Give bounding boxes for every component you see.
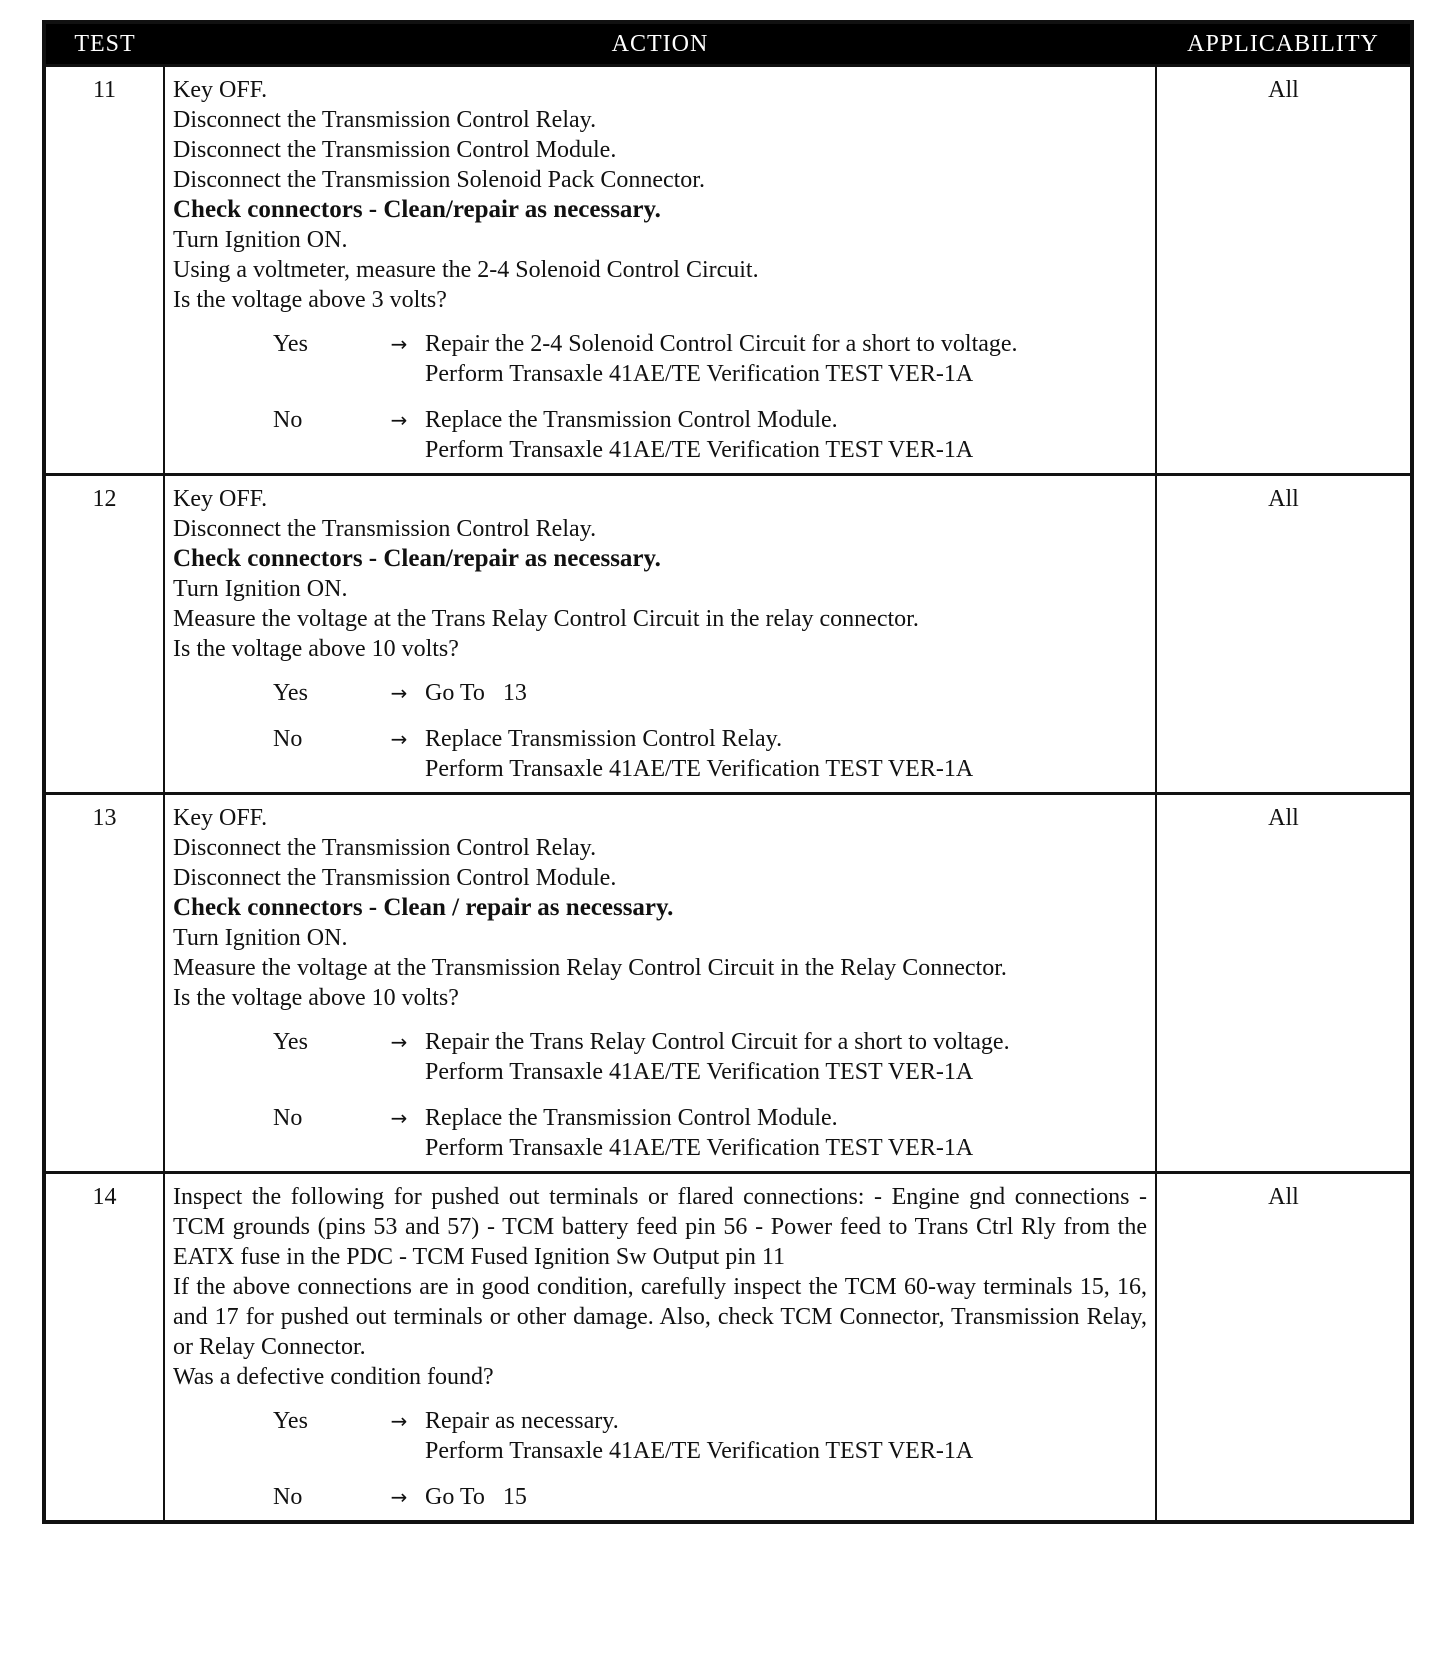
outcome-yes [173, 1406, 1147, 1466]
outcome-yes [173, 678, 1147, 708]
action-step: Is the voltage above 10 volts? [173, 985, 459, 1011]
outcome-result-line: Perform Transaxle 41AE/TE Verification TEST VER-1A [425, 1135, 974, 1161]
action-step: Turn Ignition ON. [173, 227, 348, 253]
action-step: Disconnect the Transmission Control Module. [173, 865, 617, 891]
applicability-value: All [1156, 66, 1412, 475]
action-step: Disconnect the Transmission Control Relay. [173, 516, 597, 542]
test-number: 11 [44, 66, 164, 475]
outcome-result [425, 405, 1147, 465]
outcome-result-line: Go To 13 [425, 680, 527, 706]
action-step: Using a voltmeter, measure the 2-4 Solenoid Control Circuit. [173, 257, 759, 283]
action-step: Inspect the following for pushed out terminals or flared connections: - Engine gnd connections - TCM grounds (pins 53 and 57) - TCM battery feed pin 56 - Power feed to Trans Ctrl Rly from the EATX fuse in the PDC - TCM Fused Ignition Sw Output pin 11 [173, 1184, 1147, 1270]
action-step: Is the voltage above 3 volts? [173, 287, 447, 313]
outcome-no [173, 724, 1147, 784]
right-arrow-icon: → [390, 1106, 408, 1130]
outcomes [173, 678, 1147, 784]
action-step: Turn Ignition ON. [173, 925, 348, 951]
table-row [44, 475, 1412, 794]
outcome-result [425, 1406, 1147, 1466]
action-step: Disconnect the Transmission Solenoid Pack Connector. [173, 167, 705, 193]
outcome-result-line: Replace Transmission Control Relay. [425, 726, 783, 752]
outcomes [173, 1027, 1147, 1163]
outcome-result-line: Perform Transaxle 41AE/TE Verification TEST VER-1A [425, 1059, 974, 1085]
action-step: Disconnect the Transmission Control Relay. [173, 835, 597, 861]
action-step: Is the voltage above 10 volts? [173, 636, 459, 662]
right-arrow-icon: → [390, 1485, 408, 1509]
action-step-bold: Check connectors - Clean/repair as necessary. [173, 545, 661, 572]
action-step: Key OFF. [173, 77, 268, 103]
outcome-result-line: Perform Transaxle 41AE/TE Verification TEST VER-1A [425, 437, 974, 463]
action-step: Key OFF. [173, 805, 268, 831]
action-step: If the above connections are in good condition, carefully inspect the TCM 60-way terminals 15, 16, and 17 for pushed out terminals or other damage. Also, check TCM Connector, Transmission Relay, or Relay Connector. [173, 1274, 1147, 1360]
action-step: Measure the voltage at the Trans Relay Control Circuit in the relay connector. [173, 606, 919, 632]
action-step: Key OFF. [173, 486, 268, 512]
outcome-answer: Yes [273, 331, 308, 357]
outcome-answer: Yes [273, 1408, 308, 1434]
action-step-bold: Check connectors - Clean / repair as necessary. [173, 894, 674, 921]
outcome-result-line: Repair the Trans Relay Control Circuit for a short to voltage. [425, 1029, 1010, 1055]
outcome-yes [173, 329, 1147, 389]
action-step: Was a defective condition found? [173, 1364, 494, 1390]
table-header-row [44, 22, 1412, 66]
outcome-result [425, 678, 1147, 708]
applicability-value: All [1156, 1173, 1412, 1523]
right-arrow-icon: → [390, 332, 408, 356]
outcome-result-line: Replace the Transmission Control Module. [425, 1105, 838, 1131]
outcome-result-line: Replace the Transmission Control Module. [425, 407, 838, 433]
table-row [44, 794, 1412, 1173]
action-step: Turn Ignition ON. [173, 576, 348, 602]
outcome-answer: No [273, 1105, 303, 1131]
action-cell [164, 66, 1156, 475]
test-number: 13 [44, 794, 164, 1173]
outcome-result-line: Go To 15 [425, 1484, 527, 1510]
header-action: ACTION [164, 22, 1156, 66]
outcome-yes [173, 1027, 1147, 1087]
action-step: Disconnect the Transmission Control Relay. [173, 107, 597, 133]
applicability-value: All [1156, 475, 1412, 794]
applicability-value: All [1156, 794, 1412, 1173]
action-step: Disconnect the Transmission Control Module. [173, 137, 617, 163]
right-arrow-icon: → [390, 1030, 408, 1054]
test-number: 14 [44, 1173, 164, 1523]
outcome-result [425, 329, 1147, 389]
right-arrow-icon: → [390, 727, 408, 751]
outcome-no [173, 405, 1147, 465]
outcome-answer: No [273, 1484, 303, 1510]
action-cell [164, 794, 1156, 1173]
outcome-result-line: Perform Transaxle 41AE/TE Verification TEST VER-1A [425, 361, 974, 387]
header-test: TEST [44, 22, 164, 66]
outcome-result-line: Repair the 2-4 Solenoid Control Circuit for a short to voltage. [425, 331, 1018, 357]
outcome-result [425, 1027, 1147, 1087]
action-cell [164, 1173, 1156, 1523]
outcome-answer: Yes [273, 1029, 308, 1055]
outcome-no [173, 1103, 1147, 1163]
right-arrow-icon: → [390, 408, 408, 432]
outcome-result-line: Repair as necessary. [425, 1408, 619, 1434]
action-step: Measure the voltage at the Transmission Relay Control Circuit in the Relay Connector. [173, 955, 1007, 981]
outcomes [173, 329, 1147, 465]
outcome-result-line: Perform Transaxle 41AE/TE Verification TEST VER-1A [425, 1438, 974, 1464]
outcome-result [425, 1482, 1147, 1512]
outcome-answer: No [273, 407, 303, 433]
outcome-answer: Yes [273, 680, 308, 706]
table-row [44, 66, 1412, 475]
right-arrow-icon: → [390, 1409, 408, 1433]
table-row [44, 1173, 1412, 1523]
outcome-no [173, 1482, 1147, 1512]
outcome-result [425, 724, 1147, 784]
outcomes [173, 1406, 1147, 1512]
outcome-answer: No [273, 726, 303, 752]
test-number: 12 [44, 475, 164, 794]
right-arrow-icon: → [390, 681, 408, 705]
outcome-result-line: Perform Transaxle 41AE/TE Verification TEST VER-1A [425, 756, 974, 782]
outcome-result [425, 1103, 1147, 1163]
action-step-bold: Check connectors - Clean/repair as necessary. [173, 196, 661, 223]
diagnostic-test-table [42, 20, 1414, 1524]
header-applicability: APPLICABILITY [1156, 22, 1412, 66]
action-cell [164, 475, 1156, 794]
